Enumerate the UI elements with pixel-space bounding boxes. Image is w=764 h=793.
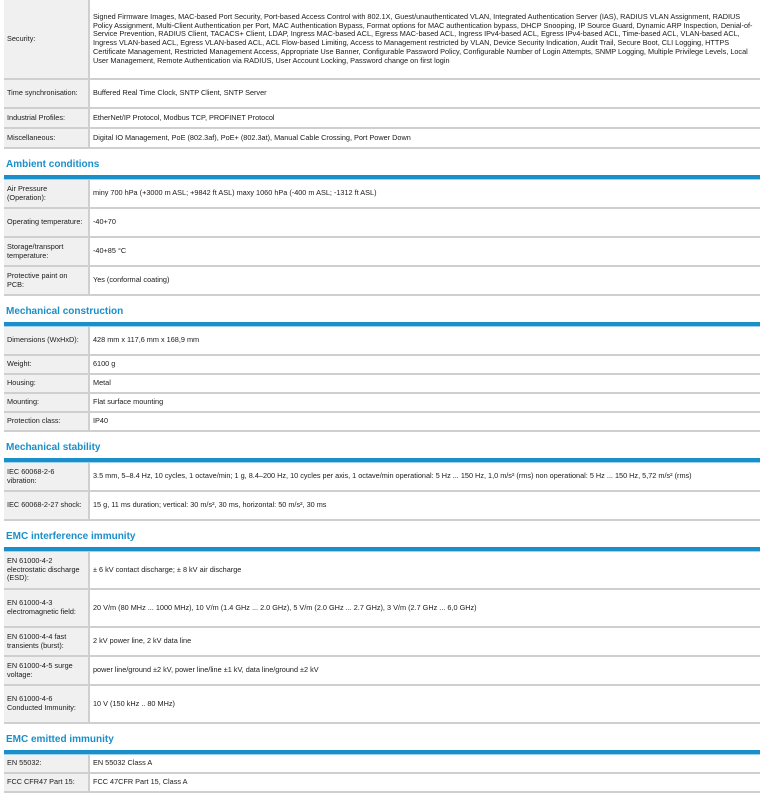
spec-row xyxy=(4,209,760,238)
spec-value: -40+85 °C xyxy=(88,238,760,267)
spec-value: 10 V (150 kHz .. 80 MHz) xyxy=(88,686,760,724)
spec-row xyxy=(4,394,760,413)
spec-label: Mounting: xyxy=(4,394,88,413)
spec-row xyxy=(4,327,760,356)
spec-value: 6100 g xyxy=(88,356,760,375)
spec-label: Air Pressure (Operation): xyxy=(4,180,88,209)
section-title-mechanical-construction: Mechanical construction xyxy=(6,306,124,317)
spec-label: Time synchronisation: xyxy=(4,80,88,109)
section-title-ambient-conditions: Ambient conditions xyxy=(6,159,100,170)
spec-row xyxy=(4,0,760,80)
spec-table-management xyxy=(4,0,760,149)
spec-row xyxy=(4,552,760,590)
spec-value: 3.5 mm, 5–8.4 Hz, 10 cycles, 1 octave/min; 1 g, 8.4–200 Hz, 10 cycles per axis, 1 octave/min operational: 5 Hz ... 150 Hz, 1,0 m/s² (rms) non operational: 5 Hz ... 150 Hz, 5,72 m/s² (rms) xyxy=(88,463,760,492)
spec-label: Protective paint on PCB: xyxy=(4,267,88,296)
spec-value: FCC 47CFR Part 15, Class A xyxy=(88,774,760,793)
spec-table-emc-interference xyxy=(4,552,760,724)
spec-row xyxy=(4,80,760,109)
spec-label: EN 61000-4-2 electrostatic discharge (ESD): xyxy=(4,552,88,590)
spec-value: EN 55032 Class A xyxy=(88,755,760,774)
spec-row xyxy=(4,755,760,774)
spec-row xyxy=(4,492,760,521)
spec-label: Industrial Profiles: xyxy=(4,109,88,129)
spec-table-emc-emitted xyxy=(4,755,760,793)
spec-label: IEC 60068-2-6 vibration: xyxy=(4,463,88,492)
spec-row xyxy=(4,628,760,657)
spec-label: Weight: xyxy=(4,356,88,375)
spec-label: IEC 60068-2-27 shock: xyxy=(4,492,88,521)
spec-row xyxy=(4,463,760,492)
spec-row xyxy=(4,375,760,394)
spec-row xyxy=(4,590,760,628)
spec-value: -40+70 xyxy=(88,209,760,238)
spec-label: EN 55032: xyxy=(4,755,88,774)
spec-row xyxy=(4,686,760,724)
spec-label: EN 61000-4-5 surge voltage: xyxy=(4,657,88,686)
spec-value: Yes (conformal coating) xyxy=(88,267,760,296)
spec-table-ambient xyxy=(4,180,760,296)
spec-row xyxy=(4,109,760,129)
spec-row xyxy=(4,129,760,149)
datasheet-page xyxy=(4,0,760,793)
spec-value: ± 6 kV contact discharge; ± 8 kV air discharge xyxy=(88,552,760,590)
spec-label: Protection class: xyxy=(4,413,88,432)
spec-label: Operating temperature: xyxy=(4,209,88,238)
spec-value: IP40 xyxy=(88,413,760,432)
spec-label: Storage/transport temperature: xyxy=(4,238,88,267)
spec-value: 2 kV power line, 2 kV data line xyxy=(88,628,760,657)
spec-label: Dimensions (WxHxD): xyxy=(4,327,88,356)
spec-value: EtherNet/IP Protocol, Modbus TCP, PROFINET Protocol xyxy=(88,109,760,129)
spec-label: EN 61000-4-4 fast transients (burst): xyxy=(4,628,88,657)
spec-value: Flat surface mounting xyxy=(88,394,760,413)
spec-value: Digital IO Management, PoE (802.3af), PoE+ (802.3at), Manual Cable Crossing, Port Power Down xyxy=(88,129,760,149)
spec-label: EN 61000-4-6 Conducted Immunity: xyxy=(4,686,88,724)
spec-value: power line/ground ±2 kV, power line/line ±1 kV, data line/ground ±2 kV xyxy=(88,657,760,686)
spec-row xyxy=(4,774,760,793)
section-title-emc-emitted-immunity: EMC emitted immunity xyxy=(6,734,114,745)
spec-label: Security: xyxy=(4,0,88,80)
spec-label: FCC CFR47 Part 15: xyxy=(4,774,88,793)
section-title-emc-interference-immunity: EMC interference immunity xyxy=(6,531,136,542)
spec-value: 20 V/m (80 MHz ... 1000 MHz), 10 V/m (1.4 GHz ... 2.0 GHz), 5 V/m (2.0 GHz ... 2.7 GHz), 3 V/m (2.7 GHz ... 6,0 GHz) xyxy=(88,590,760,628)
spec-row xyxy=(4,267,760,296)
spec-row xyxy=(4,413,760,432)
spec-value: 428 mm x 117,6 mm x 168,9 mm xyxy=(88,327,760,356)
spec-label: EN 61000-4-3 electromagnetic field: xyxy=(4,590,88,628)
spec-value: Signed Firmware Images, MAC-based Port Security, Port-based Access Control with 802.1X, Guest/unauthenticated VLAN, Integrated Authentication Server (IAS), RADIUS VLAN Assignment, RADIUS Policy Assignment, Multi-Client Authentication per Port, MAC Authentication Bypass, Format options for MAC authentication bypass, DHCP Snooping, IP Source Guard, Dynamic ARP Inspection, Denial-of-Service Prevention, RADIUS Client, TACACS+ Client, LDAP, Ingress MAC-based ACL, Egress MAC-based ACL, Ingress IPv4-based ACL, Egress IPv4-based ACL, Time-based ACL, VLAN-based ACL, Ingress VLAN-based ACL, Egress VLAN-based ACL, ACL Flow-based Limiting, Access to Management restricted by VLAN, Device Security Indication, Audit Trail, Secure Boot, CLI Logging, HTTPS Certificate Management, Restricted Management Access, Appropriate Use Banner, Configurable Password Policy, Configurable Number of Login Attempts, SNMP Logging, Multiple Privilege Levels, Local User Management, Remote Authentication via RADIUS, User Account Locking, Password change on first login xyxy=(88,0,760,80)
spec-value: miny 700 hPa (+3000 m ASL; +9842 ft ASL) maxy 1060 hPa (-400 m ASL; -1312 ft ASL) xyxy=(88,180,760,209)
spec-row xyxy=(4,180,760,209)
spec-row xyxy=(4,356,760,375)
spec-table-mechanical-stability xyxy=(4,463,760,521)
spec-row xyxy=(4,657,760,686)
spec-label: Miscellaneous: xyxy=(4,129,88,149)
spec-value: 15 g, 11 ms duration; vertical: 30 m/s², 30 ms, horizontal: 50 m/s², 30 ms xyxy=(88,492,760,521)
spec-table-mechanical-construction xyxy=(4,327,760,432)
spec-value: Buffered Real Time Clock, SNTP Client, SNTP Server xyxy=(88,80,760,109)
spec-label: Housing: xyxy=(4,375,88,394)
section-title-mechanical-stability: Mechanical stability xyxy=(6,442,101,453)
spec-row xyxy=(4,238,760,267)
spec-value: Metal xyxy=(88,375,760,394)
